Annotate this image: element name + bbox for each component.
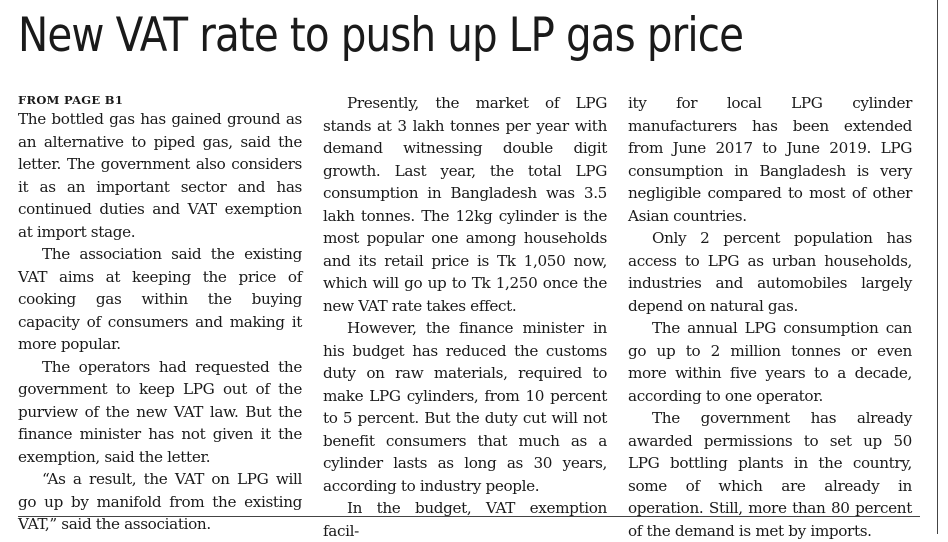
paragraph: ity for local LPG cylinder manufacturers has been extended from June 2017 to June 2019. LPG consumption in Bangladesh is very negligible compared to most of other Asian countries. [628, 94, 912, 225]
article-column-3 [628, 92, 912, 542]
article-column-2 [323, 92, 607, 542]
paragraph: The bottled gas has gained ground as an alternative to piped gas, said the letter. The government also considers it as an important sector and has continued duties and VAT exemption at import stage. [18, 110, 302, 241]
paragraph: “As a result, the VAT on LPG will go up by manifold from the existing VAT,” said the association. [18, 470, 302, 533]
paragraph: In the budget, VAT exemption facil- [323, 499, 607, 540]
headline: New VAT rate to push up LP gas price [18, 8, 744, 63]
article-column-1 [18, 92, 302, 536]
paragraph: The government has already awarded permissions to set up 50 LPG bottling plants in the country, some of which are already in operation. Still, more than 80 percent of the demand is met by imports. [628, 409, 912, 540]
jump-kicker: FROM PAGE B1 [18, 93, 124, 107]
paragraph: Presently, the market of LPG stands at 3 lakh tonnes per year with demand witnessing double digit growth. Last year, the total LPG consumption in Bangladesh was 3.5 lakh tonnes. The 12kg cylinder is the most popular one among households and its retail price is Tk 1,050 now, which will go up to Tk 1,250 once the new VAT rate takes effect. [323, 94, 607, 315]
paragraph: The operators had requested the government to keep LPG out of the purview of the new VAT law. But the finance minister has not given it the exemption, said the letter. [18, 357, 302, 466]
paragraph: However, the finance minister in his budget has reduced the customs duty on raw materials, required to make LPG cylinders, from 10 percent to 5 percent. But the duty cut will not benefit consumers that much as a cylinder lasts as long as 30 years, according to industry people. [323, 319, 607, 495]
paragraph: Only 2 percent population has access to LPG as urban households, industries and automobiles largely depend on natural gas. [628, 229, 912, 315]
paragraph: The association said the existing VAT aims at keeping the price of cooking gas within the buying capacity of consumers and making it more popular. [18, 245, 302, 353]
right-column-rule [937, 0, 938, 534]
bottom-rule [18, 516, 920, 517]
paragraph: The annual LPG consumption can go up to 2 million tonnes or even more within five years to a decade, according to one operator. [628, 319, 912, 405]
